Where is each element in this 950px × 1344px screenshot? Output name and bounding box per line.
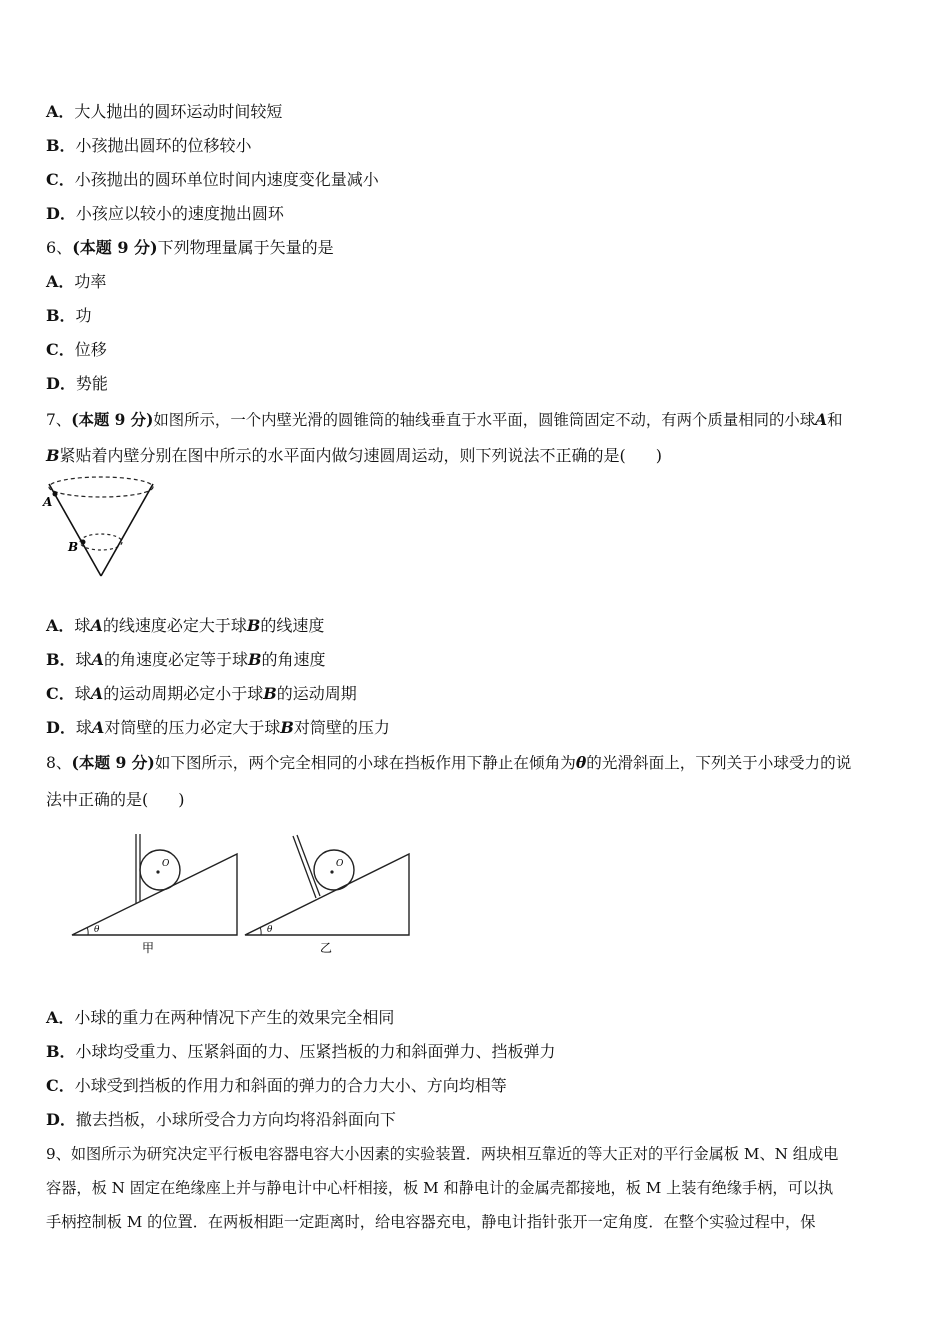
q9-stem-line3: [46, 1212, 815, 1232]
option-text: 球: [75, 650, 92, 669]
caption-jia: 甲: [142, 941, 155, 955]
option-text: 球: [74, 684, 91, 703]
question-text: 容器，板 N 固定在绝缘座上并与静电计中心杆相接，板 M 和静电计的金属壳都接地，板 M 上装有绝缘手柄，可以执: [46, 1179, 834, 1197]
ball-center-left: [156, 870, 159, 873]
option-text: 的线速度: [260, 616, 325, 635]
angle-label-right: θ: [267, 925, 273, 935]
q7-stem-line2: [46, 446, 662, 466]
cone-right-wall: [101, 484, 153, 576]
figure-yi: [245, 835, 409, 955]
angle-arc-left: [87, 927, 88, 935]
question-points: (本题 9 分): [71, 753, 155, 772]
option-letter: C．: [46, 340, 75, 359]
q7-option-b: [46, 650, 326, 670]
option-letter: B．: [46, 650, 76, 669]
option-letter: A．: [46, 102, 75, 121]
question-points: (本题 9 分): [72, 238, 158, 257]
option-text: 功: [75, 306, 92, 325]
option-letter: D．: [46, 374, 76, 393]
question-text: 的光滑斜面上，下列关于小球受力的说: [586, 754, 852, 772]
option-letter: B．: [46, 306, 76, 325]
q7-option-c: [46, 684, 357, 704]
theta: θ: [575, 753, 587, 772]
cone-left-wall: [49, 484, 101, 576]
option-letter: A．: [46, 272, 75, 291]
option-text: 球: [75, 718, 92, 737]
question-text: 如图所示，一个内壁光滑的圆锥筒的轴线垂直于水平面，圆锥筒固定不动，有两个质量相同的小球: [153, 411, 816, 429]
option-letter: C．: [46, 170, 75, 189]
question-points: (本题 9 分): [71, 411, 154, 429]
ball-b: [81, 540, 86, 545]
option-letter: D．: [46, 718, 76, 737]
question-text: 手柄控制板 M 的位置．在两板相距一定距离时，给电容器充电，静电计指针张开一定角度．在整个实验过程中，保: [46, 1213, 816, 1231]
option-letter: B．: [46, 136, 76, 155]
ball-a: [53, 492, 58, 497]
var: B: [247, 650, 262, 669]
question-text: 如图所示为研究决定平行板电容器电容大小因素的实验装置．两块相互靠近的等大正对的平行金属板 M、N 组成电: [70, 1145, 839, 1163]
answer-paren-close: ): [178, 790, 185, 809]
var-b: B: [46, 446, 60, 465]
option-text: 小孩应以较小的速度抛出圆环: [75, 204, 284, 223]
q8-option-b: [46, 1042, 556, 1062]
q6-option-a: [46, 272, 106, 292]
question-number: 9、: [46, 1145, 71, 1163]
question-text: 法中正确的是(: [46, 790, 149, 809]
question-text: 下列物理量属于矢量的是: [157, 238, 334, 257]
option-text: 小球均受重力、压紧斜面的力、压紧挡板的力和斜面弹力、挡板弹力: [75, 1042, 556, 1061]
option-text: 小孩抛出的圆环单位时间内速度变化量减小: [74, 170, 379, 189]
option-letter: B．: [46, 1042, 76, 1061]
option-letter: A．: [46, 616, 75, 635]
incline-figure: [66, 828, 416, 958]
q7-option-a: [46, 616, 324, 636]
question-number: 7、: [46, 411, 72, 429]
tilted-board-right-edge: [297, 835, 320, 896]
option-text: 的线速度必定大于球: [102, 616, 247, 635]
option-text: 对筒壁的压力: [293, 718, 390, 737]
option-text: 功率: [74, 272, 107, 291]
ball-center-right: [330, 870, 333, 873]
option-letter: C．: [46, 1076, 75, 1095]
q7-stem-line1: [46, 410, 843, 430]
q9-stem-line2: [46, 1178, 833, 1198]
q6-stem: [46, 238, 334, 258]
caption-yi: 乙: [320, 941, 333, 955]
q8-option-a: [46, 1008, 394, 1028]
option-text: 小球受到挡板的作用力和斜面的弹力的合力大小、方向均相等: [74, 1076, 507, 1095]
question-text: 如下图所示，两个完全相同的小球在挡板作用下静止在倾角为: [154, 754, 576, 772]
option-text: 势能: [75, 374, 108, 393]
option-letter: C．: [46, 684, 75, 703]
tilted-board-right: [293, 836, 316, 898]
var: A: [91, 718, 105, 737]
q5-option-c: [46, 170, 379, 190]
var: A: [91, 650, 104, 669]
option-text: 小孩抛出圆环的位移较小: [75, 136, 252, 155]
var: A: [90, 616, 103, 635]
var: B: [263, 684, 277, 703]
var: A: [90, 684, 104, 703]
option-letter: A．: [46, 1008, 75, 1027]
label-b: B: [68, 540, 79, 554]
q6-option-b: [46, 306, 92, 326]
var: B: [280, 718, 294, 737]
question-text: 和: [827, 411, 843, 429]
q5-option-b: [46, 136, 252, 156]
ball-label-right: O: [336, 859, 344, 869]
option-letter: D．: [46, 1110, 76, 1129]
incline-right: [245, 854, 409, 935]
q5-option-a: [46, 102, 282, 122]
option-text: 的角速度必定等于球: [103, 650, 248, 669]
option-text: 的运动周期必定小于球: [103, 684, 264, 703]
option-text: 撤去挡板，小球所受合力方向均将沿斜面向下: [75, 1110, 396, 1129]
q6-option-c: [46, 340, 107, 360]
q8-stem-line1: [46, 753, 851, 773]
ball-right: [314, 850, 354, 890]
answer-paren-close: ): [655, 446, 663, 465]
q5-option-d: [46, 204, 284, 224]
option-text: 对筒壁的压力必定大于球: [104, 718, 281, 737]
question-number: 6、: [46, 238, 73, 257]
angle-label-left: θ: [94, 925, 100, 935]
q9-stem-line1: [46, 1144, 838, 1164]
var-a: A: [815, 411, 828, 429]
ball-label-left: O: [162, 859, 170, 869]
figure-jia: [72, 834, 237, 955]
upper-orbit: [49, 477, 153, 497]
option-letter: D．: [46, 204, 76, 223]
question-number: 8、: [46, 754, 72, 772]
label-a: A: [43, 495, 53, 509]
q6-option-d: [46, 374, 108, 394]
var: B: [246, 616, 261, 635]
option-text: 的运动周期: [276, 684, 357, 703]
option-text: 大人抛出的圆环运动时间较短: [74, 102, 283, 121]
option-text: 位移: [74, 340, 107, 359]
q8-option-d: [46, 1110, 396, 1130]
q8-stem-line2: [46, 790, 185, 810]
ball-left: [140, 850, 180, 890]
option-text: 球: [74, 616, 91, 635]
option-text: 的角速度: [261, 650, 326, 669]
q7-option-d: [46, 718, 390, 738]
cone-figure: [40, 472, 160, 582]
question-text: 紧贴着内壁分别在图中所示的水平面内做匀速圆周运动，则下列说法不正确的是(: [59, 446, 626, 465]
incline-left: [72, 854, 237, 935]
q8-option-c: [46, 1076, 507, 1096]
option-text: 小球的重力在两种情况下产生的效果完全相同: [74, 1008, 395, 1027]
angle-arc-right: [260, 927, 261, 935]
lower-orbit: [80, 534, 122, 550]
